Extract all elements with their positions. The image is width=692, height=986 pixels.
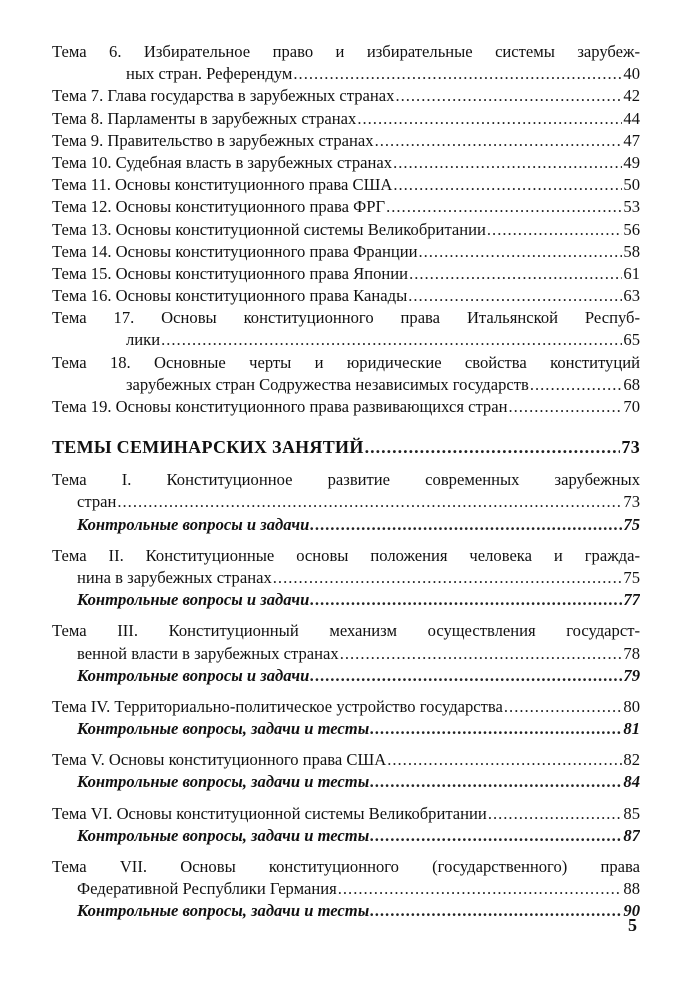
entry-page: 61 — [623, 263, 640, 283]
toc-entry — [52, 130, 640, 152]
toc-entry-line — [52, 491, 640, 513]
entry-page: 65 — [623, 330, 640, 350]
entry-title: Тема 15. Основы конституционного права Японии — [52, 263, 409, 283]
entry-page: 40 — [623, 64, 640, 84]
toc-entry-line — [52, 696, 640, 718]
entry-page: 75 — [623, 567, 640, 587]
seminar-entry — [52, 749, 640, 793]
entry-page: 84 — [623, 772, 640, 792]
toc-entry — [52, 152, 640, 174]
dot-leader — [310, 589, 622, 611]
entry-page: 53 — [623, 197, 640, 217]
toc-entry — [52, 219, 640, 241]
entry-title: Тема 7. Глава государства в зарубежных странах — [52, 86, 395, 106]
dot-leader — [504, 696, 623, 718]
entry-page: 87 — [623, 825, 640, 845]
entry-title: Контрольные вопросы, задачи и тесты — [77, 825, 370, 845]
entry-page: 42 — [623, 86, 640, 106]
toc-entry-line — [52, 329, 640, 351]
dot-leader — [310, 665, 622, 687]
entry-title: ных стран. Референдум — [126, 64, 293, 84]
dot-leader — [370, 825, 622, 847]
dot-leader — [117, 491, 622, 513]
dot-leader — [386, 196, 622, 218]
dot-leader — [530, 374, 623, 396]
toc-entry-line — [52, 85, 640, 107]
dot-leader — [370, 900, 622, 922]
entry-page: 80 — [623, 696, 640, 716]
spacer — [52, 536, 640, 545]
entry-title: Тема V. Основы конституционного права США — [52, 750, 387, 770]
seminar-entry — [52, 803, 640, 847]
entry-page: 82 — [623, 750, 640, 770]
entry-title: Контрольные вопросы и задачи — [77, 590, 310, 610]
toc-entry — [52, 41, 640, 85]
dot-leader — [393, 152, 622, 174]
entry-page: 79 — [623, 665, 640, 685]
entry-title: стран — [77, 492, 117, 512]
entry-title: нина в зарубежных странах — [77, 567, 272, 587]
toc-entry-line — [52, 196, 640, 218]
dot-leader — [357, 108, 622, 130]
dot-leader — [375, 130, 623, 152]
table-of-contents — [52, 41, 640, 923]
entry-page: 50 — [623, 175, 640, 195]
toc-entry — [52, 174, 640, 196]
dot-leader — [340, 643, 623, 665]
toc-entry-line — [52, 900, 640, 922]
dot-leader — [488, 803, 623, 825]
entry-page: 85 — [623, 803, 640, 823]
dot-leader — [310, 514, 622, 536]
toc-entry-line — [52, 263, 640, 285]
toc-entry-line — [52, 108, 640, 130]
entry-title: Тема 9. Правительство в зарубежных странах — [52, 130, 374, 150]
seminars-heading — [52, 434, 640, 460]
entry-page: 56 — [623, 219, 640, 239]
entry-title: Тема 19. Основы конституционного права развивающихся стран — [52, 397, 508, 416]
entry-title: Тема 13. Основы конституционной системы Великобритании — [52, 219, 486, 239]
entry-page: 44 — [623, 108, 640, 128]
entry-title: Тема 14. Основы конституционного права Франции — [52, 241, 418, 261]
dot-leader — [408, 285, 622, 307]
seminar-entry — [52, 696, 640, 740]
entry-title: Контрольные вопросы и задачи — [77, 514, 310, 534]
toc-entry-line — [52, 567, 640, 589]
entry-title: Федеративной Республики Германия — [77, 879, 337, 899]
entry-title: Тема 11. Основы конституционного права США — [52, 175, 393, 195]
entry-page: 58 — [623, 241, 640, 261]
entry-title: зарубежных стран Содружества независимых государств — [126, 374, 529, 394]
entry-title: Тема 10. Судебная власть в зарубежных странах — [52, 152, 393, 172]
dot-leader — [370, 718, 622, 740]
toc-entry — [52, 196, 640, 218]
entry-title: Тема 16. Основы конституционного права Канады — [52, 286, 408, 306]
toc-entry-line — [52, 130, 640, 152]
dot-leader — [487, 219, 623, 241]
seminar-entry — [52, 856, 640, 923]
toc-entry-line — [52, 878, 640, 900]
dot-leader — [409, 263, 622, 285]
entry-page: 47 — [623, 130, 640, 150]
entry-title-line: Тема 6. Избирательное право и избирательные системы зарубеж- — [52, 42, 640, 61]
entry-title-line: Тема VII. Основы конституционного (государственного) права — [52, 857, 640, 876]
spacer — [52, 794, 640, 803]
entry-page: 77 — [623, 590, 640, 610]
dot-leader — [387, 749, 622, 771]
dot-leader — [395, 85, 622, 107]
dot-leader — [370, 771, 622, 793]
spacer — [52, 687, 640, 696]
dot-leader — [273, 567, 623, 589]
dot-leader — [161, 329, 622, 351]
dot-leader — [338, 878, 623, 900]
toc-entry — [52, 263, 640, 285]
toc-entry — [52, 285, 640, 307]
entry-title-line: Тема II. Конституционные основы положения человека и гражда- — [52, 545, 640, 565]
entry-title: Тема 8. Парламенты в зарубежных странах — [52, 108, 357, 128]
toc-entry-line — [52, 514, 640, 536]
toc-entry-line — [52, 803, 640, 825]
toc-entry-line — [52, 152, 640, 174]
toc-entry-line — [52, 749, 640, 771]
entry-page: 49 — [623, 152, 640, 172]
entry-page: 75 — [623, 514, 640, 534]
entry-page: 63 — [623, 286, 640, 306]
topics-list — [52, 41, 640, 418]
entry-title: Тема VI. Основы конституционной системы Великобритании — [52, 803, 487, 823]
entry-title: Тема 12. Основы конституционного права ФРГ — [52, 197, 386, 217]
spacer — [52, 847, 640, 856]
entry-title: Контрольные вопросы и задачи — [77, 665, 310, 685]
seminars-list — [52, 460, 640, 922]
seminars-heading-text: ТЕМЫ СЕМИНАРСКИХ ЗАНЯТИЙ — [52, 437, 364, 458]
entry-page: 78 — [623, 643, 640, 663]
dot-leader — [508, 396, 622, 418]
entry-title: лики — [126, 330, 161, 350]
entry-title: Тема IV. Территориально-политическое устройство государства — [52, 696, 503, 716]
entry-page: 70 — [623, 397, 640, 416]
toc-entry — [52, 85, 640, 107]
seminars-heading-page: 73 — [621, 437, 640, 458]
dot-leader — [293, 63, 622, 85]
toc-entry-line — [52, 825, 640, 847]
entry-title-line: Тема 18. Основные черты и юридические свойства конституций — [52, 352, 640, 372]
entry-title-line: Тема III. Конституционный механизм осуществления государст- — [52, 621, 640, 641]
spacer — [52, 611, 640, 620]
entry-title: Контрольные вопросы, задачи и тесты — [77, 901, 370, 921]
entry-title: Контрольные вопросы, задачи и тесты — [77, 772, 370, 792]
toc-entry-line — [52, 374, 640, 396]
toc-entry — [52, 307, 640, 351]
spacer — [52, 460, 640, 469]
entry-title: венной власти в зарубежных странах — [77, 643, 339, 663]
spacer — [52, 740, 640, 749]
entry-page: 81 — [623, 719, 640, 739]
toc-entry — [52, 241, 640, 263]
toc-entry-line — [52, 63, 640, 85]
toc-entry — [52, 396, 640, 418]
entry-page: 68 — [623, 374, 640, 394]
toc-entry-line — [52, 589, 640, 611]
page-number: 5 — [628, 915, 637, 935]
dot-leader — [393, 174, 622, 196]
dot-leader — [418, 241, 622, 263]
toc-entry-line — [52, 396, 640, 418]
seminar-entry — [52, 620, 640, 687]
entry-page: 73 — [623, 492, 640, 512]
seminar-entry — [52, 469, 640, 536]
toc-entry-line — [52, 771, 640, 793]
toc-entry-line — [52, 643, 640, 665]
toc-entry-line — [52, 718, 640, 740]
entry-title-line: Тема 17. Основы конституционного права Итальянской Респуб- — [52, 308, 640, 328]
entry-page: 90 — [623, 901, 640, 921]
entry-page: 88 — [623, 879, 640, 899]
toc-entry — [52, 108, 640, 130]
toc-entry-line — [52, 665, 640, 687]
toc-entry-line — [52, 174, 640, 196]
toc-entry-line — [52, 219, 640, 241]
seminar-entry — [52, 545, 640, 612]
entry-title-line: Тема I. Конституционное развитие современных зарубежных — [52, 470, 640, 490]
toc-entry-line — [52, 241, 640, 263]
toc-entry-line — [52, 285, 640, 307]
toc-entry — [52, 352, 640, 396]
entry-title: Контрольные вопросы, задачи и тесты — [77, 719, 370, 739]
